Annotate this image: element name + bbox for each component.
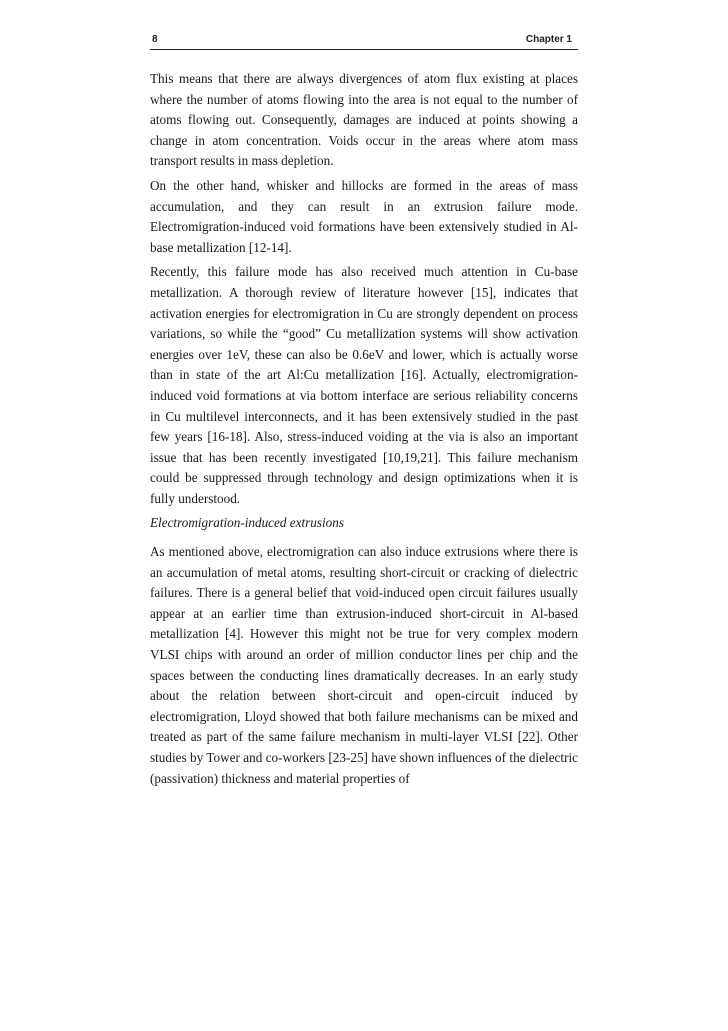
page-number: 8 [152, 34, 158, 45]
running-header [150, 33, 578, 50]
paragraph-whisker-hillocks: On the other hand, whisker and hillocks are formed in the areas of mass accumulation, and they can result in an extrusion failure mode. Electromigration-induced void formations have been extensively studied in Al-base metallization [12-14]. [150, 177, 578, 255]
section-heading: Electromigration-induced extrusions [150, 515, 344, 531]
paragraph-cu-metallization: Recently, this failure mode has also received much attention in Cu-base metallization. A thorough review of literature however [15], indicates that activation energies for electromigration in Cu are strongly dependent on process variations, so while the “good” Cu metallization systems will show activation energies over 1eV, these can also be 0.6eV and lower, which is actually worse than in state of the art Al:Cu metallization [16]. Actually, electromigration-induced void formations at via bottom interface are serious reliability concerns in Cu multilevel interconnects, and it has been extensively studied in the past few years [16-18]. Also, stress-induced voiding at the via is also an important issue that has been recently investigated [10,19,21]. This failure mechanism could be suppressed through technology and design optimizations when it is fully understood. [150, 264, 578, 506]
chapter-label: Chapter 1 [525, 34, 572, 45]
paragraph-atom-flux: This means that there are always divergences of atom flux existing at places where the number of atoms flowing into the area is not equal to the number of atoms flowing out. Consequently, damages are induced at points showing a change in atom concentration. Voids occur in the areas where atom mass transport results in mass depletion. [150, 71, 578, 169]
body-text [150, 69, 578, 793]
paragraph-extrusions: As mentioned above, electromigration can also induce extrusions where there is an accumulation of metal atoms, resulting short-circuit or cracking of dielectric failures. There is a general belief that void-induced open circuit failures usually appear at an earlier time than extrusion-induced short-circuit in Al-based metallization [4]. However this might not be true for very complex modern VLSI chips with around an order of million conductor lines per chip and the spaces between the conducting lines dramatically decreases. In an early study about the relation between short-circuit and open-circuit induced by electromigration, Lloyd showed that both failure mechanisms can be mixed and treated as part of the same failure mechanism in multi-layer VLSI [22]. Other studies by Tower and co-workers [23-25] have shown influences of the dielectric (passivation) thickness and material properties of [150, 544, 578, 786]
